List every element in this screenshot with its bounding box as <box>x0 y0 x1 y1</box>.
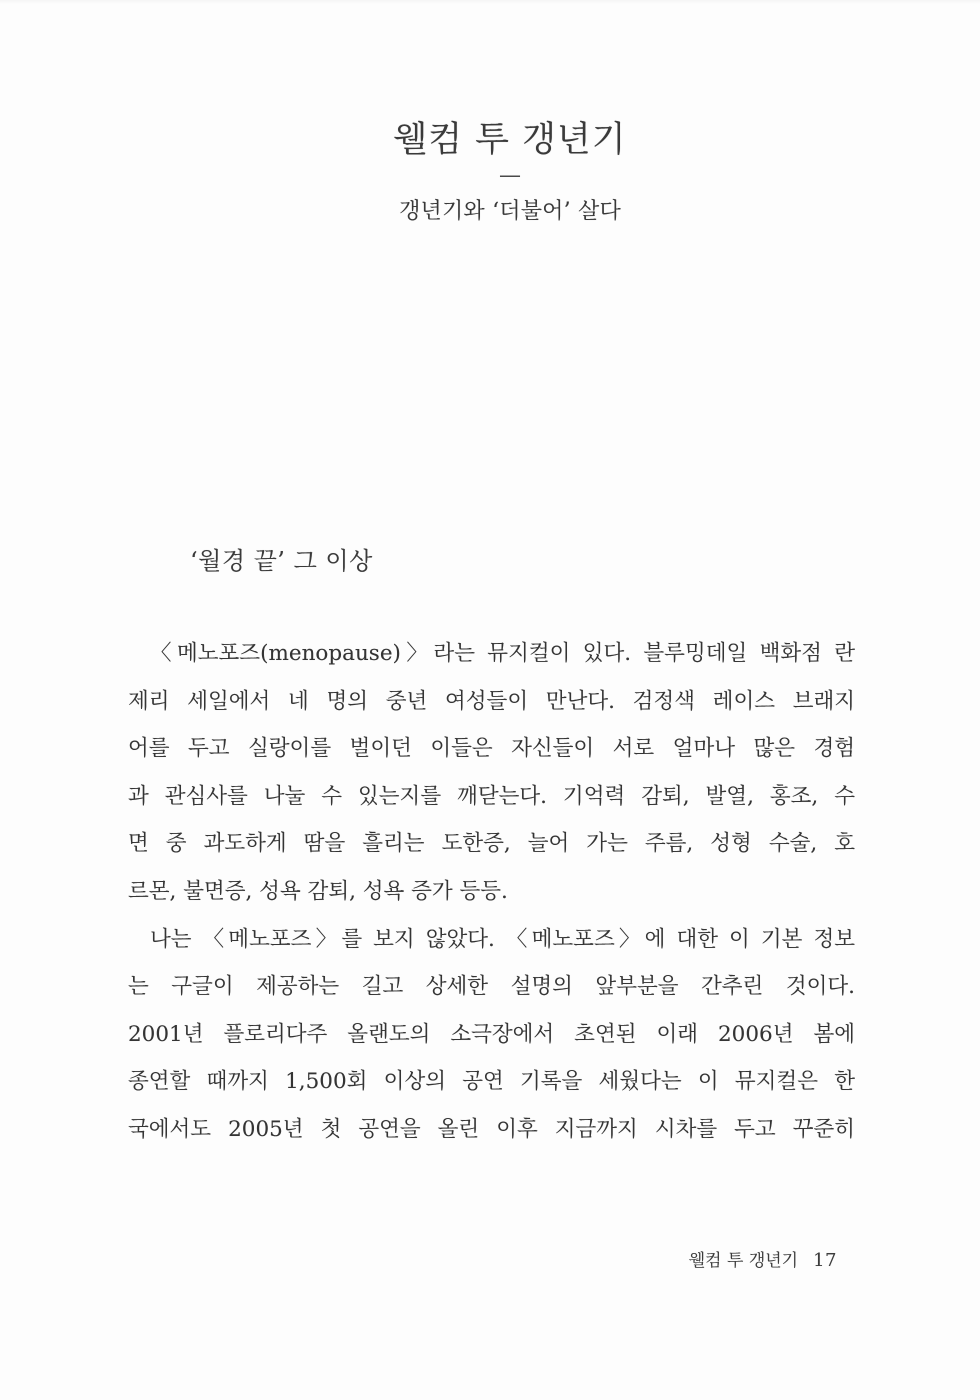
running-title: 웰컴 투 갱년기 <box>688 1251 799 1271</box>
chapter-title: 웰컴 투 갱년기 <box>393 120 627 160</box>
body-line: 국에서도 2005년 첫 공연을 올린 이후 지금까지 시차를 두고 꾸준히 <box>128 1116 855 1142</box>
page-footer <box>689 1246 837 1271</box>
body-line: 종연할 때까지 1,500회 이상의 공연 기록을 세웠다는 이 뮤지컬은 한 <box>128 1069 855 1095</box>
section-heading: ‘월경 끝’ 그 이상 <box>190 547 373 575</box>
body-line: 면 중 과도하게 땀을 흘리는 도한증, 늘어 가는 주름, 성형 수술, 호 <box>128 831 855 857</box>
body-line: 〈메노포즈(menopause)〉라는 뮤지컬이 있다. 블루밍데일 백화점 란 <box>150 641 855 666</box>
body-line: 는 구글이 제공하는 길고 상세한 설명의 앞부분을 간추린 것이다. <box>128 974 855 1000</box>
body-line: 2001년 플로리다주 올랜도의 소극장에서 초연된 이래 2006년 봄에 <box>128 1021 855 1047</box>
body-line: 나는 〈메노포즈〉를 보지 않았다. 〈메노포즈〉에 대한 이 기본 정보 <box>150 926 855 952</box>
page-number: 17 <box>813 1250 837 1271</box>
body-line: 르몬, 불면증, 성욕 감퇴, 성욕 증가 등등. <box>128 878 508 904</box>
body-text <box>128 630 855 1154</box>
chapter-subtitle: 갱년기와 ‘더불어’ 살다 <box>399 199 621 224</box>
chapter-divider: — <box>499 163 521 188</box>
body-line: 어를 두고 실랑이를 벌이던 이들은 자신들이 서로 얼마나 많은 경험 <box>128 736 855 762</box>
body-line: 과 관심사를 나눌 수 있는지를 깨닫는다. 기억력 감퇴, 발열, 홍조, 수 <box>128 783 855 809</box>
body-line: 제리 세일에서 네 명의 중년 여성들이 만난다. 검정색 레이스 브래지 <box>128 688 855 714</box>
